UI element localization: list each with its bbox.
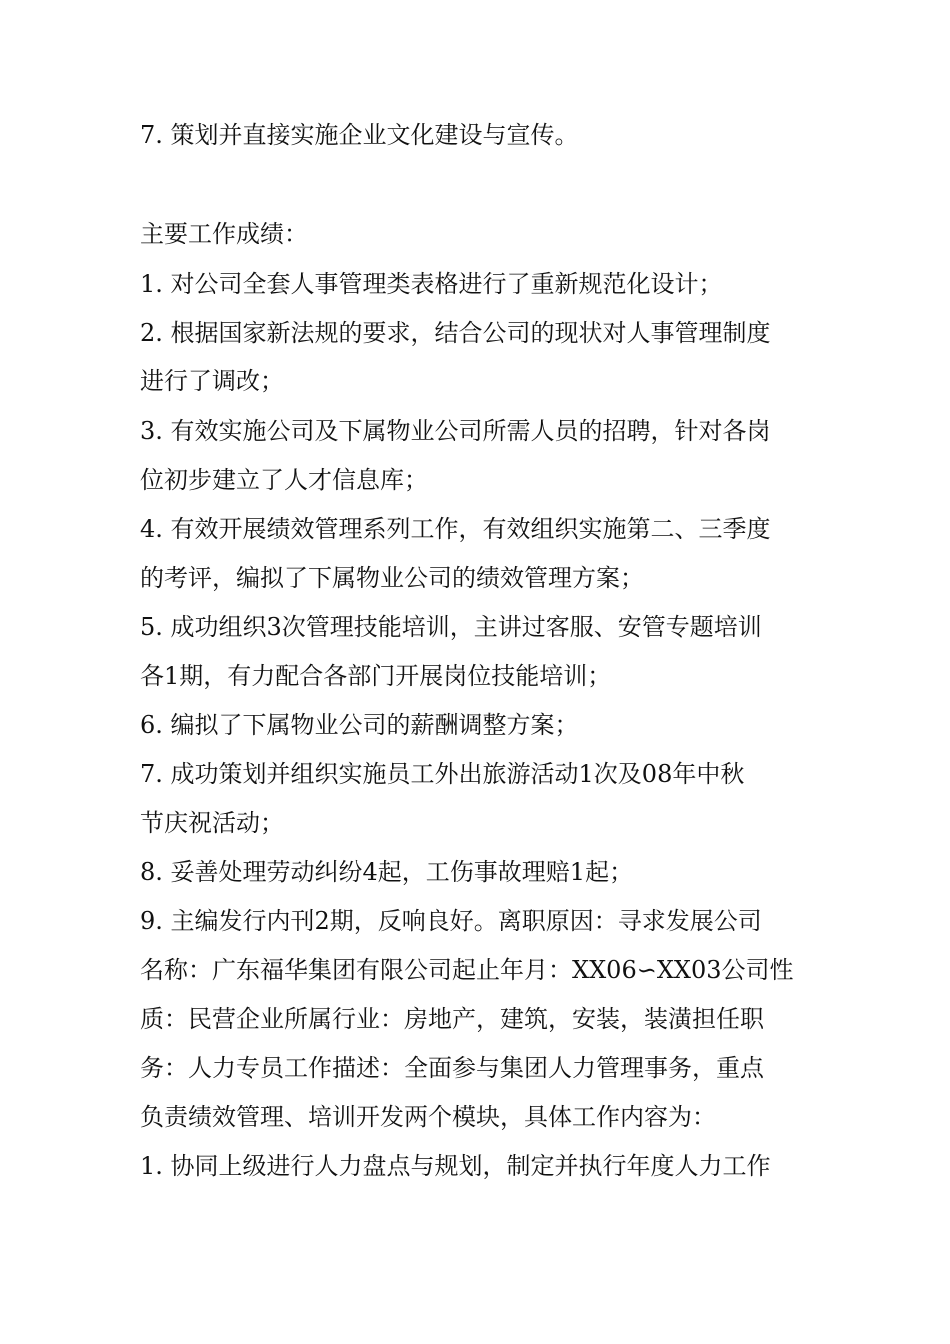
text-line: 节庆祝活动；: [140, 809, 284, 837]
text-line: 1. 对公司全套人事管理类表格进行了重新规范化设计；: [140, 270, 723, 298]
text-line: 3. 有效实施公司及下属物业公司所需人员的招聘，针对各岗: [140, 417, 771, 445]
text-line: 各1期，有力配合各部门开展岗位技能培训；: [140, 662, 612, 690]
text-line: 8. 妥善处理劳动纠纷4起，工伤事故理赔1起；: [140, 858, 634, 886]
text-line: 5. 成功组织3次管理技能培训，主讲过客服、安管专题培训: [140, 613, 762, 641]
text-line: 6. 编拟了下属物业公司的薪酬调整方案；: [140, 711, 579, 739]
text-line: 7. 策划并直接实施企业文化建设与宣传。: [140, 121, 579, 149]
text-line: 2. 根据国家新法规的要求，结合公司的现状对人事管理制度: [140, 319, 771, 347]
text-line: 进行了调改；: [140, 367, 284, 395]
text-line: 务：人力专员工作描述：全面参与集团人力管理事务，重点: [140, 1054, 764, 1082]
text-line: 名称：广东福华集团有限公司起止年月：XX06∽XX03公司性: [140, 956, 794, 984]
text-line: 质：民营企业所属行业：房地产，建筑，安装，装潢担任职: [140, 1005, 764, 1033]
text-line: 负责绩效管理、培训开发两个模块，具体工作内容为：: [140, 1103, 716, 1131]
section-heading: 主要工作成绩：: [140, 220, 308, 248]
text-line: 位初步建立了人才信息库；: [140, 466, 428, 494]
text-line: 4. 有效开展绩效管理系列工作，有效组织实施第二、三季度: [140, 515, 771, 543]
text-line: 9. 主编发行内刊2期，反响良好。离职原因：寻求发展公司: [140, 907, 762, 935]
text-line: 的考评，编拟了下属物业公司的绩效管理方案；: [140, 564, 644, 592]
text-line: 1. 协同上级进行人力盘点与规划，制定并执行年度人力工作: [140, 1152, 771, 1180]
text-line: 7. 成功策划并组织实施员工外出旅游活动1次及08年中秋: [140, 760, 745, 788]
